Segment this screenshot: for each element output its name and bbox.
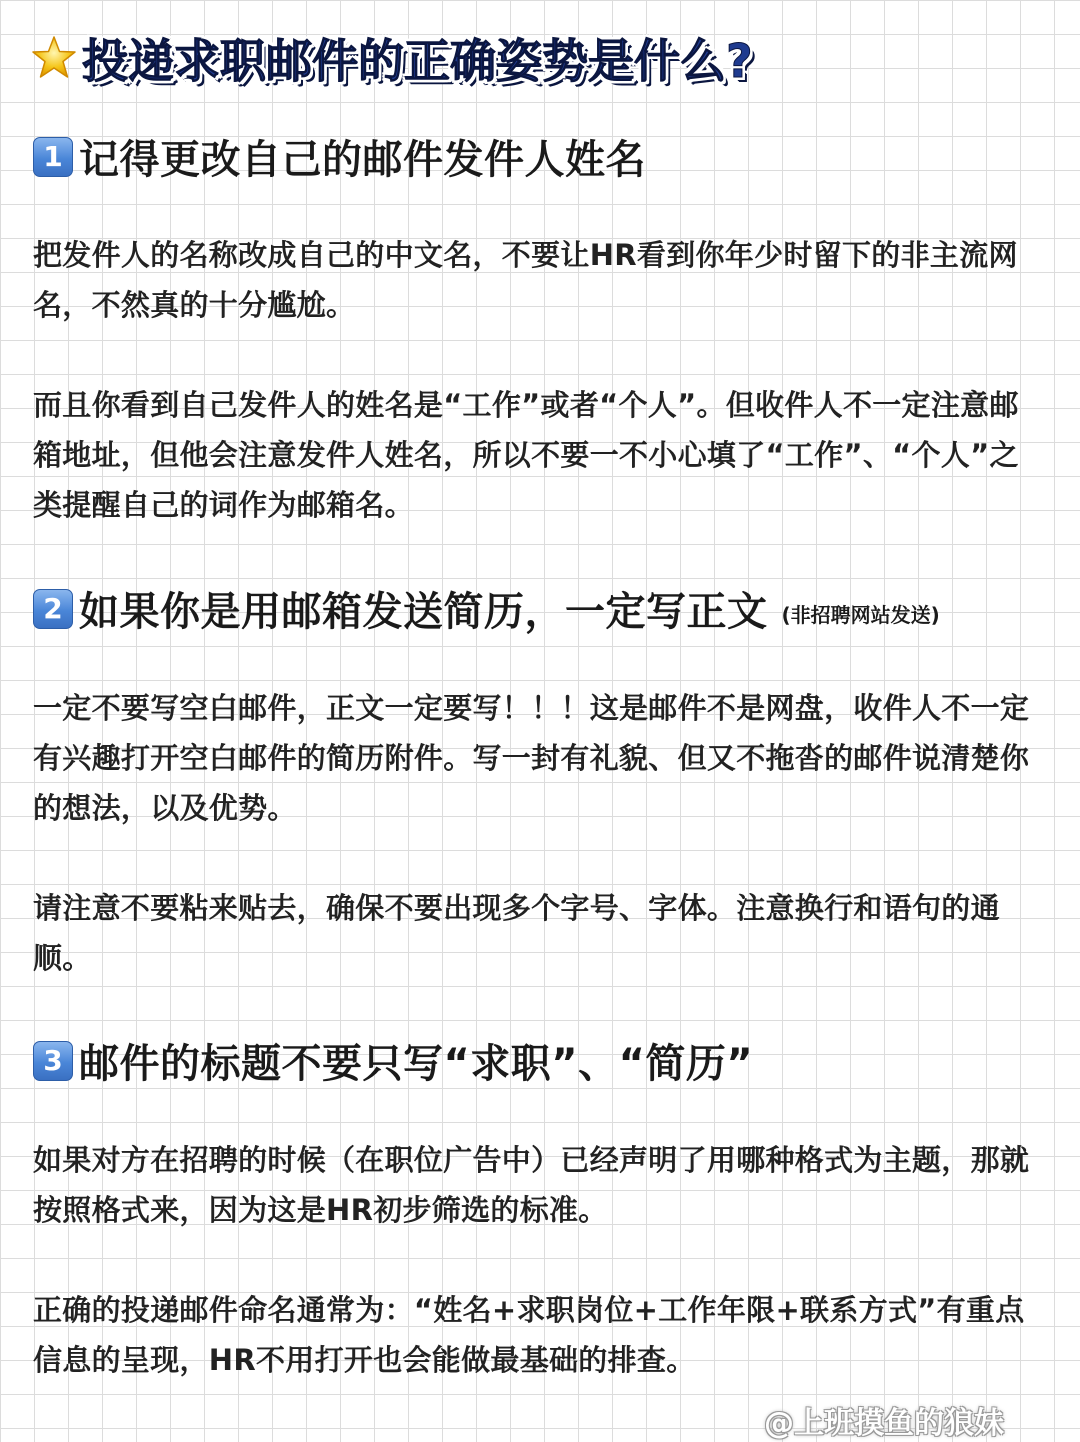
section-2-paragraph-1: 一定不要写空白邮件，正文一定要写！！！这是邮件不是网盘，收件人不一定有兴趣打开空白邮件的简历附件。写一封有礼貌、但又不拖沓的邮件说清楚你的想法，以及优势。 bbox=[33, 691, 1030, 825]
section-3-title: 邮件的标题不要只写“求职”、“简历” bbox=[79, 1041, 754, 1087]
number-1-badge-icon: 1 bbox=[33, 137, 73, 177]
title-row bbox=[30, 28, 753, 88]
section-3-paragraph-1: 如果对方在招聘的时候（在职位广告中）已经声明了用哪种格式为主题，那就按照格式来，因为这是HR初步筛选的标准。 bbox=[33, 1143, 1030, 1227]
section-3-heading bbox=[33, 1032, 753, 1089]
section-2-title: 如果你是用邮箱发送简历，一定写正文 bbox=[79, 589, 768, 635]
section-1-paragraph-2: 而且你看到自己发件人的姓名是“工作”或者“个人”。但收件人不一定注意邮箱地址，但他会注意发件人姓名，所以不要一不小心填了“工作”、“个人”之类提醒自己的词作为邮箱名。 bbox=[33, 388, 1019, 522]
star-icon bbox=[30, 34, 78, 82]
section-2-paragraph-2: 请注意不要粘来贴去，确保不要出现多个字号、字体。注意换行和语句的通顺。 bbox=[33, 891, 1000, 975]
section-2-heading bbox=[33, 580, 940, 637]
section-3-paragraph-2: 正确的投递邮件命名通常为：“姓名+求职岗位+工作年限+联系方式”有重点信息的呈现，HR不用打开也会能做最基础的排查。 bbox=[33, 1293, 1025, 1377]
page-title: 投递求职邮件的正确姿势是什么? bbox=[82, 34, 753, 88]
section-2-note: (非招聘网站发送) bbox=[781, 603, 940, 627]
section-1-title: 记得更改自己的邮件发件人姓名 bbox=[79, 137, 646, 183]
author-watermark: @上班摸鱼的狼妹 bbox=[764, 1406, 1004, 1441]
section-1-heading bbox=[33, 128, 646, 185]
number-3-badge-icon: 3 bbox=[33, 1041, 73, 1081]
section-1-paragraph-1: 把发件人的名称改成自己的中文名，不要让HR看到你年少时留下的非主流网名，不然真的十分尴尬。 bbox=[33, 238, 1018, 322]
number-2-badge-icon: 2 bbox=[33, 589, 73, 629]
